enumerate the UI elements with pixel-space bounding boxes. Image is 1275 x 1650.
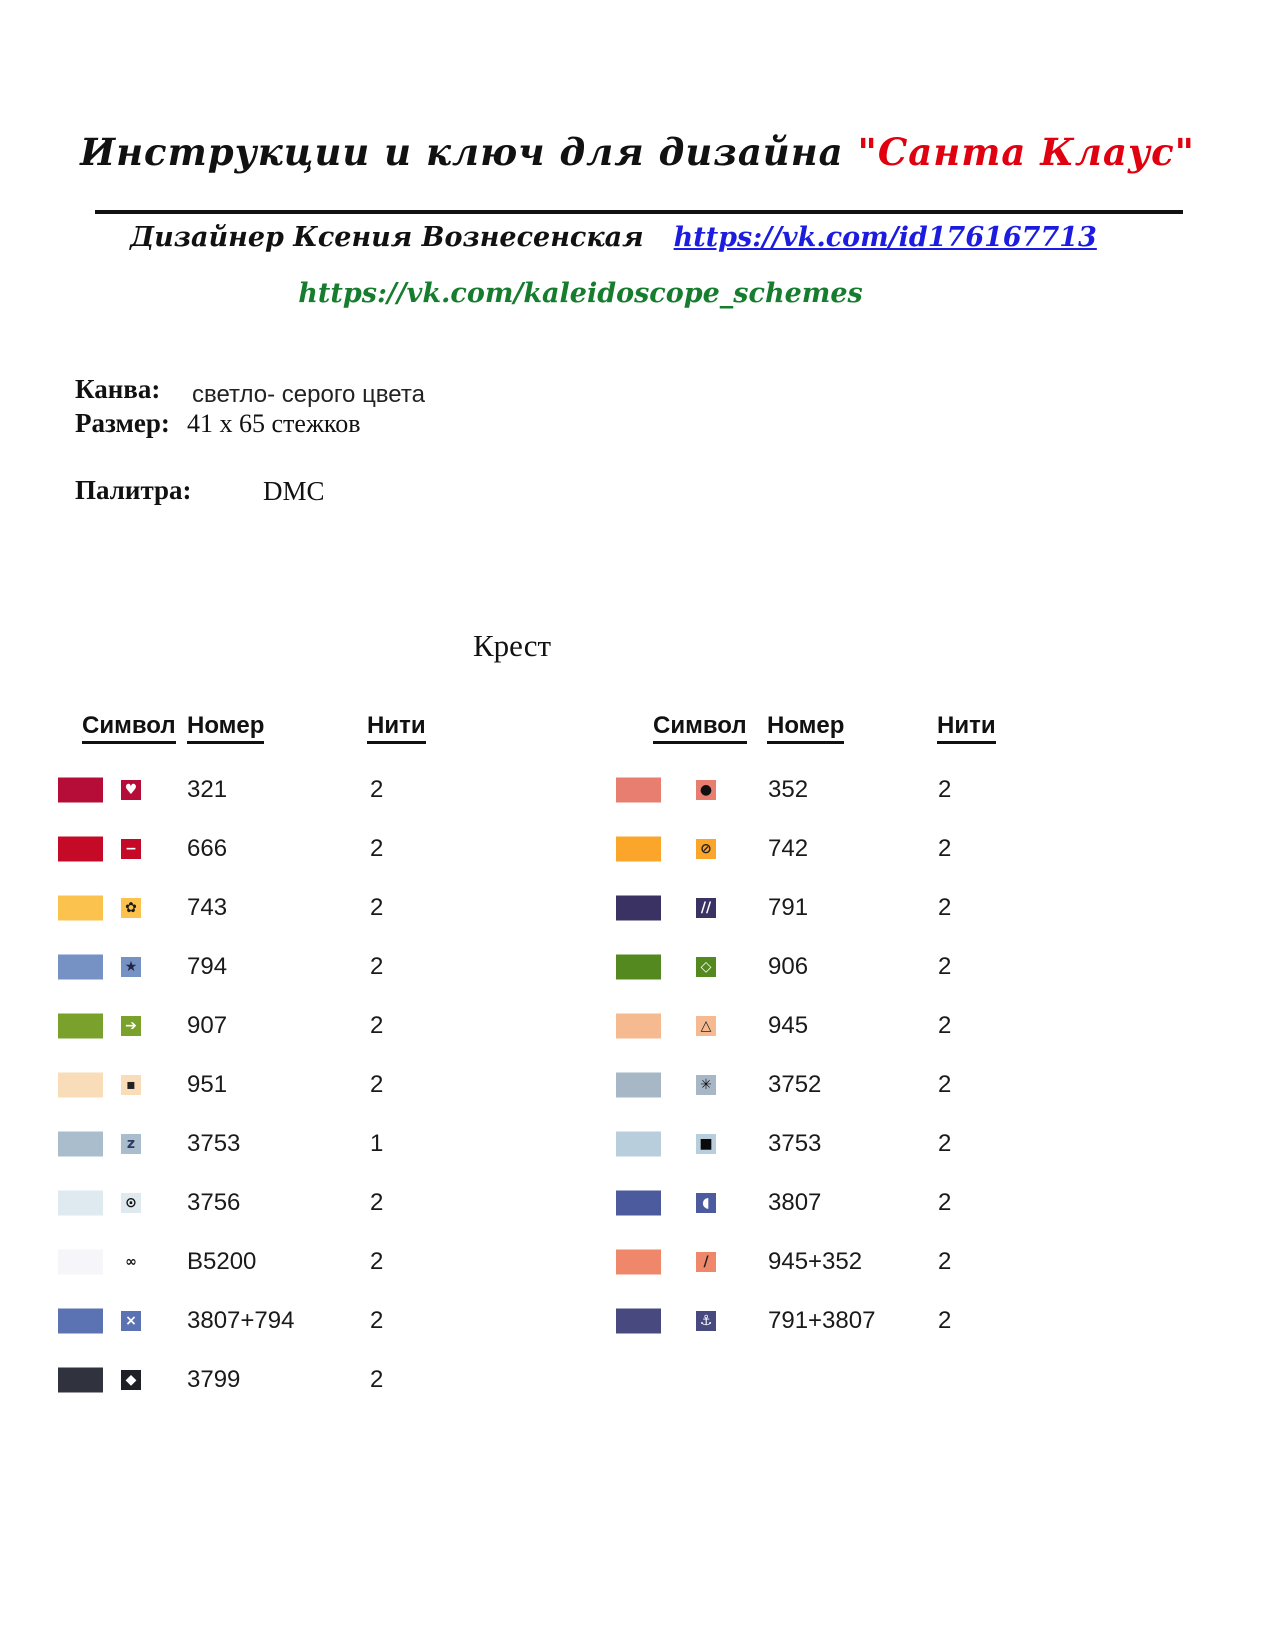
key-row xyxy=(616,1055,1066,1114)
symbol-chip xyxy=(696,898,716,918)
stitch-symbol-icon: △ xyxy=(700,1017,712,1034)
stitch-symbol-icon: ◆ xyxy=(125,1371,137,1388)
threads-count: 2 xyxy=(938,1306,952,1334)
stitch-symbol-icon: ⊘ xyxy=(700,840,712,857)
dmc-number: 3752 xyxy=(768,1070,822,1098)
stitch-symbol-icon: ● xyxy=(699,781,713,798)
key-table-left xyxy=(55,712,505,1409)
symbol-chip xyxy=(121,1075,141,1095)
header-number: Номер xyxy=(767,712,844,744)
header-symbol: Символ xyxy=(653,712,747,744)
header-threads: Нити xyxy=(367,712,426,744)
color-swatch xyxy=(616,954,661,979)
key-rows-left xyxy=(55,760,505,1409)
key-row xyxy=(55,760,505,819)
dmc-number: 3753 xyxy=(187,1129,241,1157)
dmc-number: 951 xyxy=(187,1070,228,1098)
key-row xyxy=(55,1291,505,1350)
key-row xyxy=(616,878,1066,937)
key-row xyxy=(55,1173,505,1232)
threads-count: 2 xyxy=(370,1188,384,1216)
symbol-chip xyxy=(696,1075,716,1095)
threads-count: 2 xyxy=(370,1306,384,1334)
key-row xyxy=(616,1173,1066,1232)
color-swatch xyxy=(58,895,103,920)
dmc-number: 742 xyxy=(768,834,809,862)
palette-label: Палитра: xyxy=(75,475,192,505)
designer-profile-link[interactable]: https://vk.com/id176167713 xyxy=(673,222,1097,253)
key-row xyxy=(55,1055,505,1114)
symbol-chip xyxy=(696,1016,716,1036)
dmc-number: 945+352 xyxy=(768,1247,863,1275)
color-swatch xyxy=(58,1367,103,1392)
dmc-number: 791 xyxy=(768,893,809,921)
symbol-chip xyxy=(121,780,141,800)
threads-count: 2 xyxy=(370,1247,384,1275)
dmc-number: 3807 xyxy=(768,1188,822,1216)
symbol-chip xyxy=(696,1193,716,1213)
dmc-number: 321 xyxy=(187,775,228,803)
color-swatch xyxy=(58,777,103,802)
stitch-symbol-icon: × xyxy=(125,1312,137,1329)
symbol-chip xyxy=(121,898,141,918)
symbol-chip xyxy=(121,1134,141,1154)
threads-count: 2 xyxy=(370,893,384,921)
dmc-number: 945 xyxy=(768,1011,809,1039)
key-table-left-header xyxy=(55,712,505,760)
color-swatch xyxy=(58,954,103,979)
stitch-symbol-icon: z xyxy=(126,1135,136,1152)
key-row xyxy=(616,937,1066,996)
key-row xyxy=(55,1350,505,1409)
stitch-symbol-icon: / xyxy=(703,1253,709,1270)
color-swatch xyxy=(58,1072,103,1097)
stitch-symbol-icon: ➔ xyxy=(125,1017,137,1034)
threads-count: 2 xyxy=(370,1070,384,1098)
canvas-value: светло- серого цвета xyxy=(192,381,425,408)
dmc-number: 743 xyxy=(187,893,228,921)
header-number: Номер xyxy=(187,712,264,744)
color-swatch xyxy=(616,777,661,802)
threads-count: 2 xyxy=(370,834,384,862)
header-symbol: Символ xyxy=(82,712,176,744)
symbol-chip xyxy=(121,839,141,859)
stitch-symbol-icon: ▪ xyxy=(126,1076,136,1093)
threads-count: 1 xyxy=(370,1129,384,1157)
threads-count: 2 xyxy=(938,952,952,980)
section-title-cross: Крест xyxy=(473,628,552,663)
color-swatch xyxy=(616,1131,661,1156)
threads-count: 2 xyxy=(938,775,952,803)
color-swatch xyxy=(58,1131,103,1156)
color-swatch xyxy=(616,836,661,861)
stitch-symbol-icon: ⊙ xyxy=(125,1194,137,1211)
color-swatch xyxy=(58,1190,103,1215)
color-swatch xyxy=(616,1308,661,1333)
stitch-symbol-icon: ⚓ xyxy=(699,1312,713,1329)
palette-value: DMC xyxy=(263,476,325,506)
stitch-symbol-icon: ■ xyxy=(699,1135,713,1152)
color-swatch xyxy=(616,1013,661,1038)
key-row xyxy=(616,1232,1066,1291)
dmc-number: 3799 xyxy=(187,1365,241,1393)
threads-count: 2 xyxy=(938,834,952,862)
dmc-number: 791+3807 xyxy=(768,1306,876,1334)
key-row xyxy=(55,937,505,996)
color-swatch xyxy=(58,1308,103,1333)
dmc-number: 907 xyxy=(187,1011,228,1039)
threads-count: 2 xyxy=(938,1188,952,1216)
color-swatch xyxy=(616,1072,661,1097)
symbol-chip xyxy=(121,1016,141,1036)
symbol-chip xyxy=(121,1193,141,1213)
page-title xyxy=(0,130,1275,174)
threads-count: 2 xyxy=(938,1070,952,1098)
symbol-chip xyxy=(696,839,716,859)
key-table-right-header xyxy=(616,712,1066,760)
canvas-label: Канва: xyxy=(75,374,161,404)
key-row xyxy=(55,1232,505,1291)
page-title-text: Инструкции и ключ для дизайна xyxy=(80,130,844,174)
key-table-right xyxy=(616,712,1066,1350)
key-row xyxy=(55,1114,505,1173)
threads-count: 2 xyxy=(370,775,384,803)
dmc-number: B5200 xyxy=(187,1247,257,1275)
dmc-number: 352 xyxy=(768,775,809,803)
design-name: "Санта Клаус" xyxy=(857,130,1195,174)
stitch-symbol-icon: ◇ xyxy=(700,958,712,975)
threads-count: 2 xyxy=(370,1011,384,1039)
symbol-chip xyxy=(696,1252,716,1272)
threads-count: 2 xyxy=(938,893,952,921)
stitch-symbol-icon: ★ xyxy=(124,958,138,975)
symbol-chip xyxy=(121,957,141,977)
stitch-symbol-icon: ∞ xyxy=(125,1253,137,1270)
symbol-chip xyxy=(121,1311,141,1331)
group-link[interactable]: https://vk.com/kaleidoscope_schemes xyxy=(298,278,863,309)
stitch-symbol-icon: // xyxy=(700,899,712,916)
key-row xyxy=(616,1291,1066,1350)
symbol-chip xyxy=(696,1311,716,1331)
size-value: 41 x 65 стежков xyxy=(187,409,361,438)
symbol-chip xyxy=(696,780,716,800)
dmc-number: 3807+794 xyxy=(187,1306,295,1334)
threads-count: 2 xyxy=(938,1247,952,1275)
stitch-symbol-icon: ✿ xyxy=(125,899,137,916)
color-swatch xyxy=(58,1013,103,1038)
color-swatch xyxy=(58,1249,103,1274)
dmc-number: 794 xyxy=(187,952,228,980)
key-row xyxy=(55,878,505,937)
key-row xyxy=(616,996,1066,1055)
key-row xyxy=(55,819,505,878)
horizontal-divider xyxy=(95,210,1183,214)
symbol-chip xyxy=(696,1134,716,1154)
threads-count: 2 xyxy=(370,1365,384,1393)
threads-count: 2 xyxy=(370,952,384,980)
color-swatch xyxy=(616,895,661,920)
stitch-symbol-icon: ◖ xyxy=(702,1194,710,1211)
key-row xyxy=(616,760,1066,819)
key-row xyxy=(55,996,505,1055)
color-swatch xyxy=(58,836,103,861)
threads-count: 2 xyxy=(938,1129,952,1157)
dmc-number: 3756 xyxy=(187,1188,241,1216)
color-swatch xyxy=(616,1249,661,1274)
dmc-number: 906 xyxy=(768,952,809,980)
symbol-chip xyxy=(121,1370,141,1390)
key-row xyxy=(616,819,1066,878)
key-row xyxy=(616,1114,1066,1173)
stitch-symbol-icon: − xyxy=(125,840,137,857)
designer-name: Дизайнер Ксения Вознесенская xyxy=(130,222,644,253)
header-threads: Нити xyxy=(937,712,996,744)
threads-count: 2 xyxy=(938,1011,952,1039)
dmc-number: 3753 xyxy=(768,1129,822,1157)
symbol-chip xyxy=(121,1252,141,1272)
symbol-chip xyxy=(696,957,716,977)
stitch-symbol-icon: ♥ xyxy=(124,781,138,798)
dmc-number: 666 xyxy=(187,834,228,862)
color-swatch xyxy=(616,1190,661,1215)
size-label: Размер: xyxy=(75,408,170,438)
stitch-symbol-icon: ✳ xyxy=(700,1076,712,1093)
key-rows-right xyxy=(616,760,1066,1350)
group-link-line xyxy=(0,278,1218,309)
designer-line xyxy=(0,222,1251,253)
